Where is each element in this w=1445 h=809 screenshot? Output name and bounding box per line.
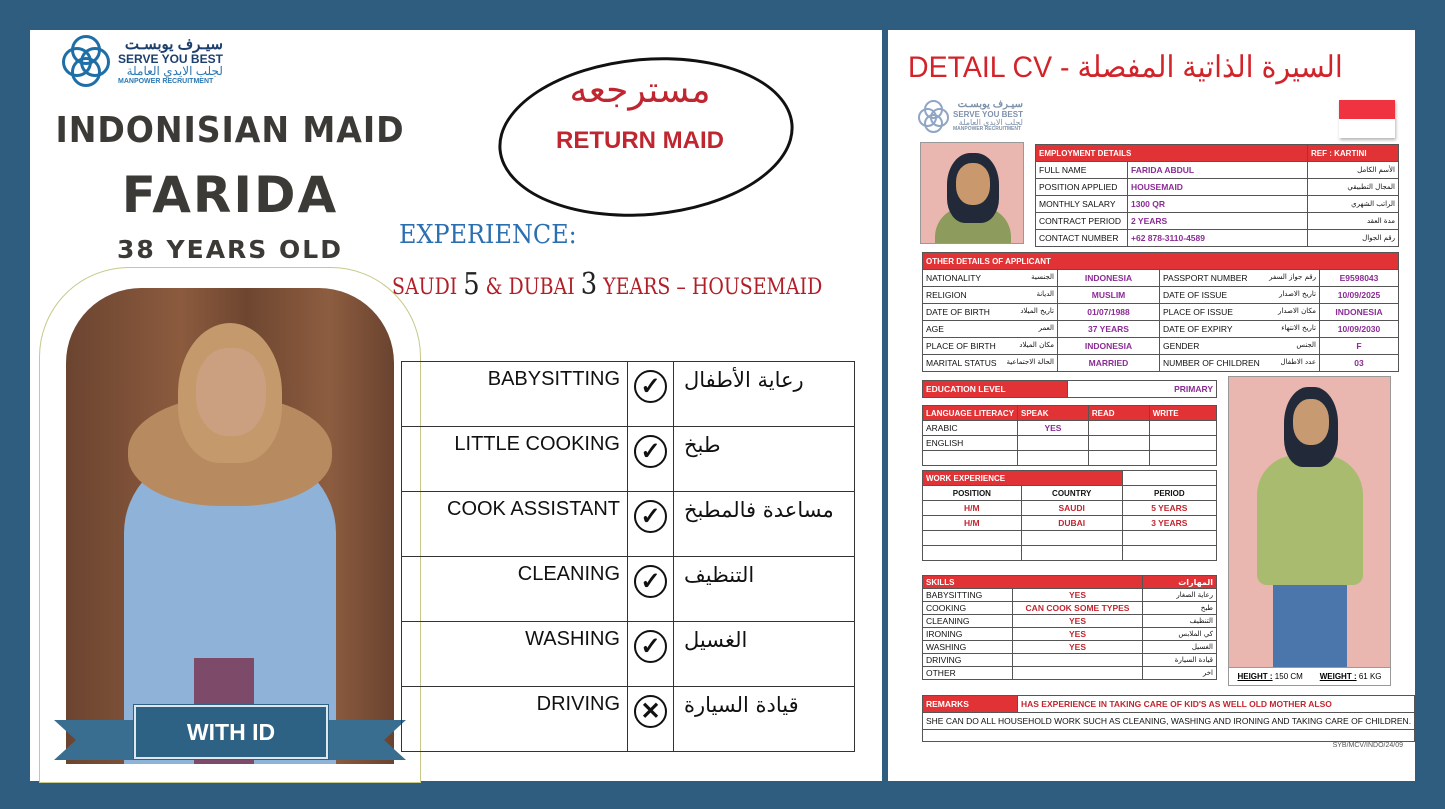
detail-label-en: PASSPORT NUMBER [1163, 273, 1248, 283]
cv-skill-value: YES [1013, 589, 1143, 602]
other-details-row [923, 338, 1399, 355]
skill-name-arabic: طبخ [674, 427, 855, 492]
skill-row [402, 427, 855, 492]
maid-type-heading: INDONISIAN MAID [55, 110, 405, 151]
cv-skill-name: CLEANING [923, 615, 1013, 628]
detail-label-en: DATE OF BIRTH [926, 307, 990, 317]
employment-label-arabic: المجال التطبيقي [1308, 179, 1399, 196]
language-value [1088, 436, 1149, 451]
language-name: ARABIC [923, 421, 1018, 436]
indonesia-flag-icon [1339, 100, 1395, 138]
logo-emblem-icon [62, 35, 114, 87]
detail-value: 03 [1320, 355, 1399, 372]
employment-label: POSITION APPLIED [1036, 179, 1128, 196]
height-weight-row [1228, 667, 1391, 686]
language-header-row [923, 406, 1217, 421]
skill-name: COOK ASSISTANT [402, 492, 628, 557]
employment-header: EMPLOYMENT DETAILS [1036, 145, 1308, 162]
weight-value: 61 KG [1358, 672, 1382, 681]
employment-label-arabic: الأسم الكامل [1308, 162, 1399, 179]
work-experience-header: WORK EXPERIENCE [923, 471, 1123, 486]
detail-label-en: MARITAL STATUS [926, 358, 997, 368]
other-details-row [923, 287, 1399, 304]
maid-photo [66, 288, 394, 764]
cv-skill-row [923, 628, 1217, 641]
detail-value: F [1320, 338, 1399, 355]
employment-row [1036, 230, 1399, 247]
employment-value: 1300 QR [1128, 196, 1308, 213]
detail-value: E9598043 [1320, 270, 1399, 287]
skill-name: BABYSITTING [402, 362, 628, 427]
skill-name: DRIVING [402, 687, 628, 752]
cv-skill-name: IRONING [923, 628, 1013, 641]
skill-row [402, 687, 855, 752]
logo-english-name: SERVE YOU BEST [953, 109, 1023, 119]
other-details-row [923, 321, 1399, 338]
detail-value: MUSLIM [1058, 287, 1160, 304]
cv-skill-row [923, 667, 1217, 680]
work-cell: H/M [923, 501, 1022, 516]
cv-skill-name-arabic: التنظيف [1143, 615, 1217, 628]
cv-skill-row [923, 589, 1217, 602]
work-column-header: COUNTRY [1021, 486, 1122, 501]
work-cell [1021, 531, 1122, 546]
detail-label-en: NATIONALITY [926, 273, 982, 283]
detail-label-arabic: رقم جواز السفر [1269, 273, 1316, 281]
skill-mark-cell [628, 492, 674, 557]
work-row [923, 516, 1217, 531]
education-value: PRIMARY [1068, 381, 1217, 398]
cv-skill-name: BABYSITTING [923, 589, 1013, 602]
work-cell: SAUDI [1021, 501, 1122, 516]
return-maid-label: RETURN MAID [556, 127, 724, 154]
detail-label-en: PLACE OF ISSUE [1163, 307, 1233, 317]
detail-label-arabic: الديانة [1036, 290, 1054, 298]
language-value [1088, 451, 1149, 466]
work-columns-row [923, 486, 1217, 501]
employment-label-arabic: رقم الجوال [1308, 230, 1399, 247]
check-circle-icon: ✓ [634, 370, 667, 403]
language-value [1018, 436, 1089, 451]
detail-label [923, 304, 1058, 321]
cv-skill-name: OTHER [923, 667, 1013, 680]
language-table [922, 405, 1217, 466]
education-label: EDUCATION LEVEL [923, 381, 1068, 398]
detail-label-en: PLACE OF BIRTH [926, 341, 996, 351]
employment-row [1036, 162, 1399, 179]
detail-label-en: DATE OF EXPIRY [1163, 324, 1233, 334]
cv-skill-value: YES [1013, 641, 1143, 654]
work-cell: DUBAI [1021, 516, 1122, 531]
skill-mark-cell [628, 687, 674, 752]
detail-label [923, 287, 1058, 304]
passport-photo [920, 142, 1024, 244]
cv-skill-value: YES [1013, 615, 1143, 628]
maid-name-heading: FARIDA [121, 166, 339, 224]
cv-skills-header-ar: المهارات [1143, 576, 1217, 589]
skill-name: CLEANING [402, 557, 628, 622]
language-column-header: SPEAK [1018, 406, 1089, 421]
cv-skill-name-arabic: قيادة السيارة [1143, 654, 1217, 667]
detail-label [1160, 355, 1320, 372]
experience-role: YEARS – HOUSEMAID [603, 275, 823, 300]
check-circle-icon: ✓ [634, 630, 667, 663]
experience-years-1: 5 [463, 267, 480, 302]
skill-name: WASHING [402, 622, 628, 687]
check-circle-icon: ✓ [634, 500, 667, 533]
cv-skill-name-arabic: طبخ [1143, 602, 1217, 615]
language-value [1149, 436, 1216, 451]
language-row [923, 451, 1217, 466]
logo-tagline: MANPOWER RECRUITMENT [953, 126, 1022, 133]
cv-title: DETAIL CV - السيرة الذاتية المفصلة [908, 51, 1343, 84]
cross-circle-icon: ✕ [634, 695, 667, 728]
detail-label-arabic: الجنسية [1031, 273, 1054, 281]
work-cell [1021, 546, 1122, 561]
experience-title: EXPERIENCE: [399, 220, 577, 250]
detail-label [923, 338, 1058, 355]
language-value [1088, 421, 1149, 436]
maid-age: 38 YEARS OLD [117, 235, 343, 264]
employment-label-arabic: الراتب الشهري [1308, 196, 1399, 213]
cv-skill-row [923, 602, 1217, 615]
detail-label [923, 355, 1058, 372]
check-circle-icon: ✓ [634, 435, 667, 468]
detail-value: INDONESIA [1320, 304, 1399, 321]
employment-label: CONTRACT PERIOD [1036, 213, 1128, 230]
work-row [923, 501, 1217, 516]
employment-label: CONTACT NUMBER [1036, 230, 1128, 247]
cv-skill-value [1013, 654, 1143, 667]
logo-arabic-tagline: لجلب الايدي العاملة [126, 64, 223, 79]
language-column-header: WRITE [1149, 406, 1216, 421]
logo-tagline: MANPOWER RECRUITMENT [118, 77, 214, 85]
cv-skill-row [923, 654, 1217, 667]
cv-skill-value [1013, 667, 1143, 680]
remarks-headline: HAS EXPERIENCE IN TAKING CARE OF KID'S AS WELL OLD MOTHER ALSO [1018, 696, 1415, 713]
language-name [923, 451, 1018, 466]
cv-company-logo [918, 100, 1023, 133]
logo-emblem-icon [918, 100, 950, 132]
other-details-header: OTHER DETAILS OF APPLICANT [923, 253, 1399, 270]
language-value [1149, 451, 1216, 466]
detail-value: 01/07/1988 [1058, 304, 1160, 321]
cv-skill-name-arabic: رعاية الصغار [1143, 589, 1217, 602]
work-cell [1122, 546, 1216, 561]
employment-label: MONTHLY SALARY [1036, 196, 1128, 213]
cv-skill-name-arabic: الغسيل [1143, 641, 1217, 654]
experience-years-2: 3 [580, 267, 598, 302]
skill-name-arabic: قيادة السيارة [674, 687, 855, 752]
other-details-row [923, 270, 1399, 287]
detail-label-arabic: الحالة الاجتماعية [1006, 358, 1054, 366]
detail-value: MARRIED [1058, 355, 1160, 372]
skill-name-arabic: التنظيف [674, 557, 855, 622]
skill-mark-cell [628, 427, 674, 492]
detail-label-en: RELIGION [926, 290, 967, 300]
language-value [1149, 421, 1216, 436]
work-cell: H/M [923, 516, 1022, 531]
work-row [923, 531, 1217, 546]
detail-label [1160, 321, 1320, 338]
employment-value: +62 878-3110-4589 [1128, 230, 1308, 247]
skill-row [402, 557, 855, 622]
language-column-header: READ [1088, 406, 1149, 421]
detail-label-arabic: الجنس [1296, 341, 1316, 349]
with-id-ribbon [134, 705, 328, 759]
detail-label-en: NUMBER OF CHILDREN [1163, 358, 1260, 368]
employment-value: HOUSEMAID [1128, 179, 1308, 196]
full-body-photo [1228, 376, 1391, 668]
detail-label-en: DATE OF ISSUE [1163, 290, 1228, 300]
detail-value: 10/09/2030 [1320, 321, 1399, 338]
work-cell: 3 YEARS [1122, 516, 1216, 531]
work-cell [1122, 531, 1216, 546]
detail-value: INDONESIA [1058, 338, 1160, 355]
detail-label [1160, 270, 1320, 287]
work-column-header: PERIOD [1122, 486, 1216, 501]
check-circle-icon: ✓ [634, 565, 667, 598]
detail-label-arabic: تاريخ الميلاد [1020, 307, 1054, 315]
remarks-text: SHE CAN DO ALL HOUSEHOLD WORK SUCH AS CLEANING, WASHING AND IRONING AND TAKING CARE OF CHILDREN. [923, 713, 1415, 730]
skill-mark-cell [628, 557, 674, 622]
work-cell [923, 546, 1022, 561]
skill-name-arabic: رعاية الأطفال [674, 362, 855, 427]
other-details-row [923, 304, 1399, 321]
detail-value: 10/09/2025 [1320, 287, 1399, 304]
with-id-label: WITH ID [186, 718, 276, 745]
work-cell [923, 531, 1022, 546]
detail-label-en: GENDER [1163, 341, 1200, 351]
maid-profile-panel [30, 30, 882, 781]
detail-value: 37 YEARS [1058, 321, 1160, 338]
detail-value: INDONESIA [1058, 270, 1160, 287]
detail-label [1160, 304, 1320, 321]
cv-reference-code: SYB/MCV/INDO/24/09 [1332, 742, 1403, 749]
detail-label-arabic: تاريخ الانتهاء [1281, 324, 1316, 332]
cv-skill-value: CAN COOK SOME TYPES [1013, 602, 1143, 615]
detail-label-arabic: مكان الاصدار [1278, 307, 1316, 315]
work-cell: 5 YEARS [1122, 501, 1216, 516]
education-table [922, 380, 1217, 398]
cv-skill-name-arabic: كي الملابس [1143, 628, 1217, 641]
work-experience-table [922, 470, 1217, 561]
cv-skill-value: YES [1013, 628, 1143, 641]
language-name: ENGLISH [923, 436, 1018, 451]
employment-row [1036, 179, 1399, 196]
logo-english-name: SERVE YOU BEST [118, 51, 223, 66]
detail-cv-panel [888, 30, 1415, 781]
employment-ref: REF : KARTINI [1308, 145, 1399, 162]
language-value: YES [1018, 421, 1089, 436]
return-maid-arabic: مسترجعه [569, 70, 711, 111]
other-details-table [922, 252, 1399, 372]
experience-summary [392, 267, 822, 302]
skill-row [402, 492, 855, 557]
detail-label [1160, 338, 1320, 355]
language-column-header: LANGUAGE LITERACY [923, 406, 1018, 421]
work-column-header: POSITION [923, 486, 1022, 501]
employment-label-arabic: مدة العقد [1308, 213, 1399, 230]
detail-label [1160, 287, 1320, 304]
detail-label-arabic: العمر [1038, 324, 1054, 332]
logo-arabic-tagline: لجلب الايدي العاملة [958, 117, 1023, 127]
language-row [923, 421, 1217, 436]
remarks-label: REMARKS [923, 696, 1018, 713]
employment-details-table [1035, 144, 1399, 247]
detail-label-arabic: تاريخ الاصدار [1278, 290, 1316, 298]
detail-label [923, 270, 1058, 287]
employment-label: FULL NAME [1036, 162, 1128, 179]
cv-skill-name: COOKING [923, 602, 1013, 615]
cv-skill-name: WASHING [923, 641, 1013, 654]
detail-label-arabic: عدد الاطفال [1280, 358, 1316, 366]
employment-row [1036, 213, 1399, 230]
skill-row [402, 362, 855, 427]
detail-label-arabic: مكان الميلاد [1019, 341, 1054, 349]
cv-skill-name: DRIVING [923, 654, 1013, 667]
other-details-row [923, 355, 1399, 372]
height-label: HEIGHT : [1237, 672, 1273, 681]
cv-skill-row [923, 615, 1217, 628]
skill-row [402, 622, 855, 687]
cv-skills-header: SKILLS [923, 576, 1143, 589]
logo-arabic-name: سيـرف يوبسـت [957, 99, 1023, 110]
cv-skill-row [923, 641, 1217, 654]
cv-skills-table [922, 575, 1217, 680]
logo-arabic-name: سيـرف يوبسـت [124, 35, 223, 53]
height-value: 150 CM [1274, 672, 1303, 681]
weight-label: WEIGHT : [1319, 672, 1357, 681]
skill-name: LITTLE COOKING [402, 427, 628, 492]
skill-name-arabic: الغسيل [674, 622, 855, 687]
employment-row [1036, 196, 1399, 213]
cv-skill-name-arabic: اخر [1143, 667, 1217, 680]
skill-mark-cell [628, 622, 674, 687]
employment-value: 2 YEARS [1128, 213, 1308, 230]
detail-label [923, 321, 1058, 338]
experience-country-2: & DUBAI [485, 275, 575, 300]
experience-country-1: SAUDI [392, 275, 458, 300]
skill-mark-cell [628, 362, 674, 427]
work-row [923, 546, 1217, 561]
skill-name-arabic: مساعدة فالمطبخ [674, 492, 855, 557]
employment-value: FARIDA ABDUL [1128, 162, 1308, 179]
language-value [1018, 451, 1089, 466]
remarks-table [922, 695, 1415, 742]
company-logo [62, 35, 223, 87]
language-row [923, 436, 1217, 451]
skills-checklist [401, 361, 855, 752]
detail-label-en: AGE [926, 324, 944, 334]
